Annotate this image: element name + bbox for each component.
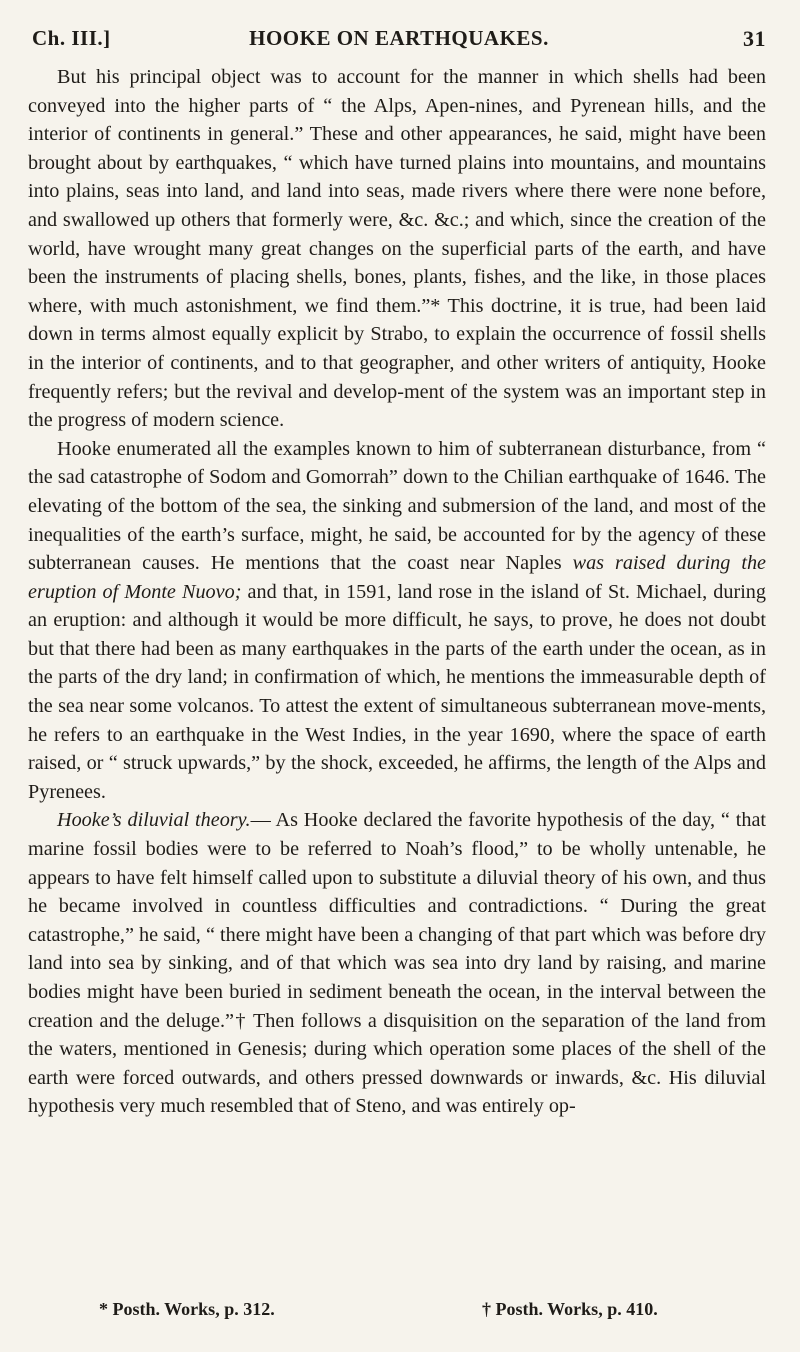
paragraph-text: — As Hooke declared the favorite hypothesis of the day, “ that marine fossil bodies were to be referred to Noah’s flood,” to be wholly untenable, he appears to have felt himself called upon to substitute a diluvial theory of his own, and thus he became involved in countless difficulties and contradictions. “ During the great catastrophe,” he said, “ there might have been a changing of that part which was before dry land into sea by sinking, and of that which was sea into dry land by raising, and marine bodies might have been buried in sediment beneath the ocean, in the interval between the creation and the deluge.”† Then follows a disquisition on the separation of the land from the waters, mentioned in Genesis; during which operation some places of the shell of the earth were forced outwards, and others pressed downwards or inwards, &c. His diluvial hypothesis very much resembled that of Steno, and was entirely op-	[28, 809, 767, 1118]
footnote: † Posth. Works, p. 410.	[482, 1299, 658, 1319]
paragraph	[28, 435, 766, 807]
section-heading: Hooke’s diluvial theory.	[57, 809, 251, 832]
paragraph-text: But his principal object was to account for the manner in which shells had been conveyed into the higher parts of “ the Alps, Apen-nines, and Pyrenean hills, and the interior of continents in general.” These and other appearances, he said, might have been brought about by earthquakes, “ which have turned plains into mountains, and mountains into plains, seas into land, and land into seas, made rivers where there were none before, and swallowed up others that formerly were, &c. &c.; and which, since the creation of the world, have wrought many great changes on the superficial parts of the earth, and have been the instruments of placing shells, bones, plants, fishes, and the like, in those places where, with much astonishment, we find them.”* This doctrine, it is true, had been laid down in terms almost equally explicit by Strabo, to explain the occurrence of fossil shells in the interior of continents, and to that geographer, and other writers of antiquity, Hooke frequently refers; but the revival and develop-ment of the system was an important step in the progress of modern science.	[28, 66, 766, 432]
body-text	[28, 63, 766, 1121]
paragraph-text: and that, in 1591, land rose in the island of St. Michael, during an eruption: and although it would be more difficult, he says, to prove, he does not doubt but that there had been as many earthquakes in the parts of the earth under the ocean, as in the parts of the dry land; in confirmation of which, he mentions the immeasurable depth of the sea near some volcanos. To attest the extent of simultaneous subterranean move-ments, he refers to an earthquake in the West Indies, in the year 1690, where the space of earth raised, or “ struck upwards,” by the shock, exceeded, he affirms, the length of the Alps and Pyrenees.	[28, 580, 766, 803]
paragraph-text: Hooke enumerated all the examples known to him of subterranean disturbance, from “ the sad catastrophe of Sodom and Gomorrah” down to the Chilian earthquake of 1646. The elevating of the bottom of the sea, the sinking and submersion of the land, and most of the inequalities of the earth’s surface, might, he said, be accounted for by the agency of these subterranean causes. He mentions that the coast near Naples	[28, 437, 766, 575]
running-title: HOOKE ON EARTHQUAKES.	[249, 26, 549, 50]
page-number: 31	[743, 26, 766, 51]
italic-phrase: was raised during the eruption of Monte Nuovo;	[28, 552, 767, 603]
chapter-label: Ch. III.]	[32, 26, 111, 50]
running-header	[32, 26, 766, 54]
paragraph	[28, 63, 766, 435]
footnote: * Posth. Works, p. 312.	[99, 1299, 275, 1319]
paragraph	[28, 806, 766, 1121]
